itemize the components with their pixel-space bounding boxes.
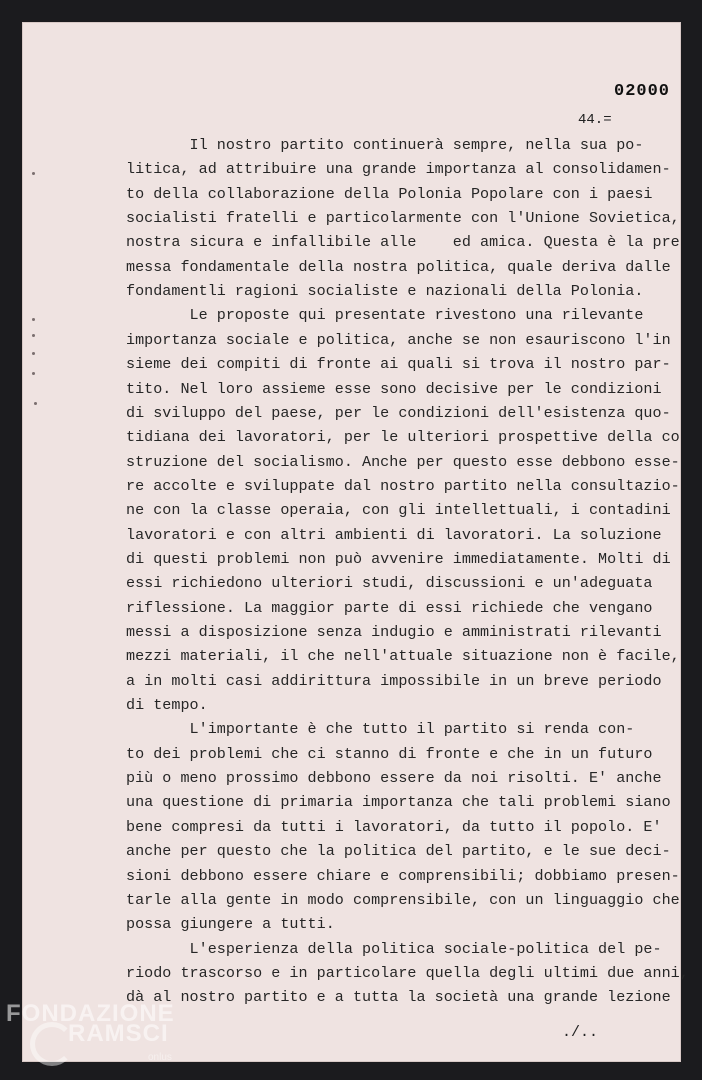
text-line: ne con la classe operaia, con gli intellettuali, i contadini	[126, 501, 671, 520]
text-line: a in molti casi addirittura impossibile in un breve periodo	[126, 671, 662, 690]
text-line: L'importante è che tutto il partito si renda con-	[126, 720, 635, 739]
text-line: riflessione. La maggior parte di essi richiede che vengano	[126, 598, 653, 617]
text-line: di tempo.	[126, 696, 208, 715]
text-line: tarle alla gente in modo comprensibile, con un linguaggio che	[126, 890, 680, 909]
text-line: messa fondamentale della nostra politica, quale deriva dalle	[126, 257, 671, 276]
text-line: to dei problemi che ci stanno di fronte e che in un futuro	[126, 744, 653, 763]
watermark-line-2: RAMSCI	[68, 1020, 169, 1047]
text-line: Il nostro partito continuerà sempre, nella sua po-	[126, 136, 644, 154]
text-line: tito. Nel loro assieme esse sono decisive per le condizioni	[126, 379, 662, 398]
fondazione-gramsci-watermark	[6, 1000, 196, 1075]
continuation-mark: ./..	[562, 1024, 599, 1041]
watermark-line-3: onlus	[148, 1052, 172, 1063]
text-line: possa giungere a tutti.	[126, 915, 335, 934]
text-line: una questione di primaria importanza che tali problemi siano	[126, 793, 671, 812]
text-line: dà al nostro partito e a tutta la società una grande lezione	[126, 988, 671, 1007]
text-line: di questi problemi non può avvenire immediatamente. Molti di	[126, 549, 671, 568]
watermark-line-1: FONDAZIONE	[6, 1000, 175, 1027]
text-line: lavoratori e con altri ambienti di lavoratori. La soluzione	[126, 525, 662, 544]
text-line: bene compresi da tutti i lavoratori, da tutto il popolo. E'	[126, 817, 662, 836]
text-line: essi richiedono ulteriori studi, discussioni e un'adeguata	[126, 574, 653, 593]
text-line: litica, ad attribuire una grande importanza al consolidamen-	[126, 160, 671, 179]
text-line: di sviluppo del paese, per le condizioni dell'esistenza quo-	[126, 403, 671, 422]
text-line: nostra sicura e infallibile alle ed amica. Questa è la pre	[126, 233, 680, 252]
text-line: Le proposte qui presentate rivestono una rilevante	[126, 306, 644, 325]
text-line: riodo trascorso e in particolare quella degli ultimi due anni,	[126, 963, 689, 982]
text-line: fondamentli ragioni socialiste e nazionali della Polonia.	[126, 282, 644, 301]
text-line: mezzi materiali, il che nell'attuale situazione non è facile,	[126, 647, 680, 666]
text-line: più o meno prossimo debbono essere da noi risolti. E' anche	[126, 769, 662, 788]
text-line: L'esperienza della politica sociale-politica del pe-	[126, 939, 662, 958]
text-line: messi a disposizione senza indugio e amministrati rilevanti	[126, 623, 662, 641]
text-line: tidiana dei lavoratori, per le ulteriori prospettive della co	[126, 428, 680, 447]
text-line: anche per questo che la politica del partito, e le sue deci-	[126, 842, 671, 861]
text-line: re accolte e sviluppate dal nostro partito nella consultazio-	[126, 476, 680, 495]
text-line: sieme dei compiti di fronte ai quali si trova il nostro par-	[126, 355, 671, 374]
page-number: 44.=	[578, 112, 612, 128]
text-line: struzione del socialismo. Anche per questo esse debbono esse-	[126, 452, 680, 471]
document-number: 02000	[614, 82, 671, 101]
text-line: importanza sociale e politica, anche se non esauriscono l'in	[126, 330, 671, 349]
document-page	[22, 22, 689, 1062]
text-line: socialisti fratelli e particolarmente con l'Unione Sovietica,	[126, 209, 680, 228]
text-line: to della collaborazione della Polonia Popolare con i paesi	[126, 184, 653, 203]
text-line: sioni debbono essere chiare e comprensibili; dobbiamo presen-	[126, 866, 680, 885]
